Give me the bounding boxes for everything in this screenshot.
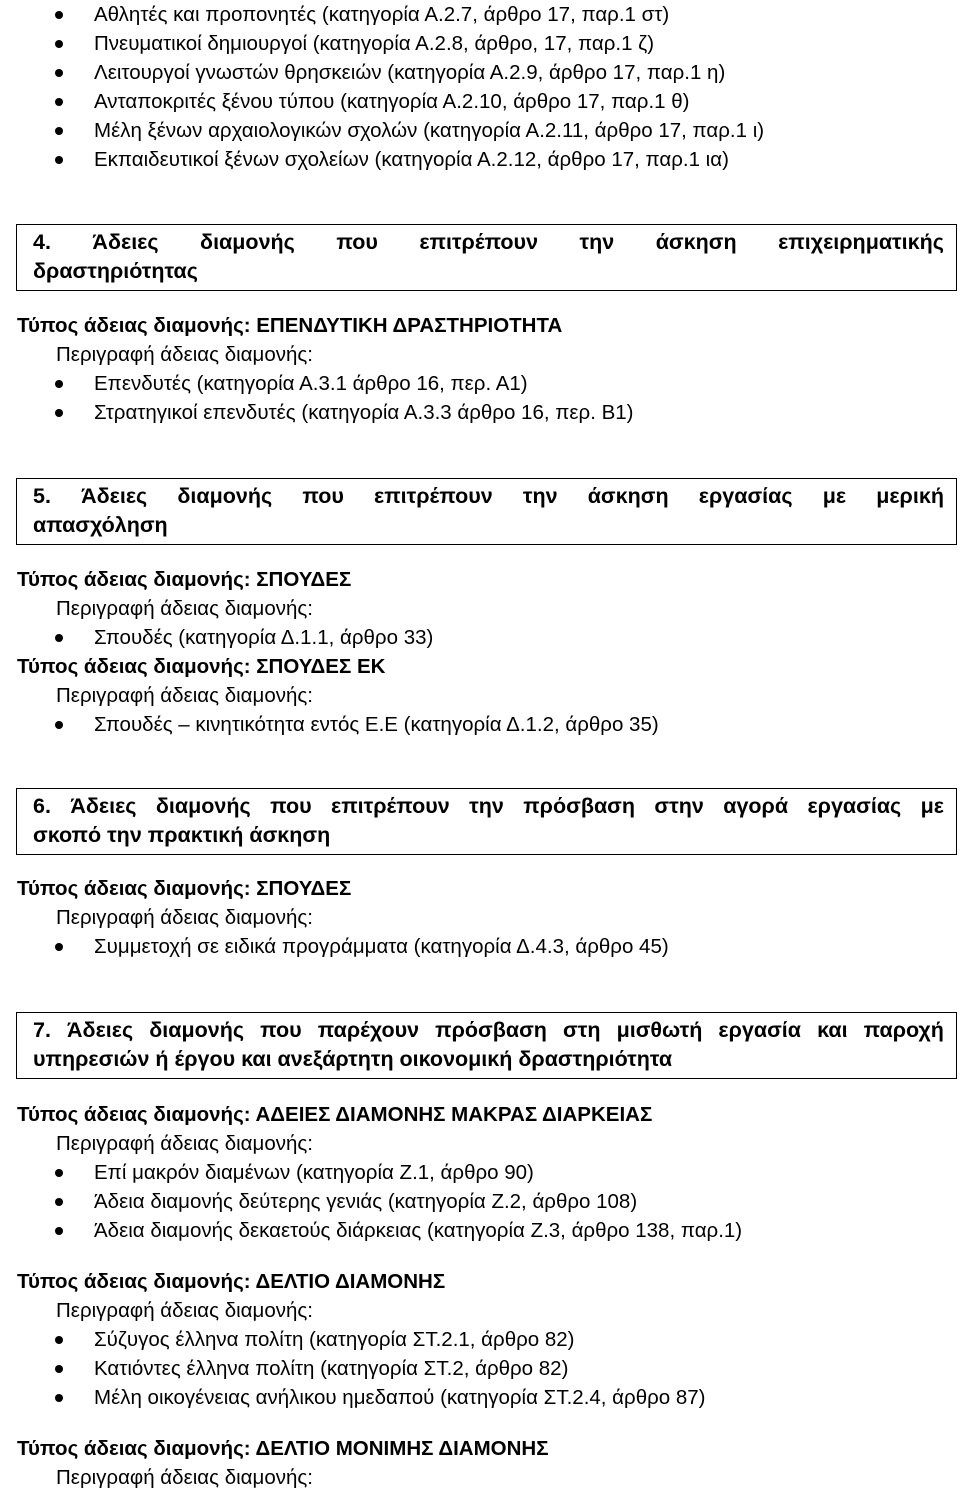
heading-word: 4. [33,230,51,254]
permit-type-title: Τύπος άδειας διαμονής: ΑΔΕΙΕΣ ΔΙΑΜΟΝΗΣ ΜΑΚΡΑΣ ΔΙΑΡΚΕΙΑΣ [17,1103,653,1126]
heading-word: στην [654,794,704,818]
list-item-text: Κατιόντες έλληνα πολίτη (κατηγορία ΣΤ.2, άρθρο 82) [94,1357,569,1380]
bullet-icon [55,721,63,729]
list-item-text: Ανταποκριτές ξένου τύπου (κατηγορία Α.2.10, άρθρο 17, παρ.1 θ) [94,90,690,113]
heading-word: πρόσβαση [523,794,636,818]
bullet-icon [55,409,63,417]
section-5-body [0,565,960,739]
heading-word: και [817,1018,848,1042]
bullet-icon [55,98,63,106]
list-item-text: Σπουδές (κατηγορία Δ.1.1, άρθρο 33) [94,626,434,649]
heading-line [33,482,944,511]
list-item [0,623,960,652]
bullet-icon [55,1169,63,1177]
bullet-icon [55,1365,63,1373]
heading-word: την [579,230,615,254]
list-item [0,1187,960,1216]
heading-word: επιτρέπουν [419,230,539,254]
heading-word: στη [563,1018,601,1042]
heading-word: εργασίας [807,794,902,818]
heading-word: Άδειες [67,1018,134,1042]
list-item [0,1383,960,1412]
heading-word: την [469,794,504,818]
heading-word: που [336,230,378,254]
list-item [0,369,960,398]
permit-list [0,932,960,961]
permit-type-title: Τύπος άδειας διαμονής: ΕΠΕΝΔΥΤΙΚΗ ΔΡΑΣΤΗΡΙΟΤΗΤΑ [17,314,563,337]
bullet-icon [55,1394,63,1402]
bullet-icon [55,380,63,388]
heading-word: επιτρέπουν [374,484,493,508]
heading-word: παροχή [863,1018,944,1042]
bullet-icon [55,943,63,951]
list-item [0,710,960,739]
list-item [0,932,960,961]
heading-word: με [920,794,944,818]
list-item [0,1354,960,1383]
heading-word: μισθωτή [616,1018,703,1042]
list-item-text: Αθλητές και προπονητές (κατηγορία Α.2.7, άρθρο 17, παρ.1 στ) [94,3,670,26]
heading-word: άσκηση [587,484,669,508]
list-item-text: Μέλη ξένων αρχαιολογικών σχολών (κατηγορία Α.2.11, άρθρο 17, παρ.1 ι) [94,119,765,142]
permit-type-title: Τύπος άδειας διαμονής: ΣΠΟΥΔΕΣ [17,568,352,591]
heading-word: παρέχουν [317,1018,420,1042]
permit-type-title: Τύπος άδειας διαμονής: ΔΕΛΤΙΟ ΔΙΑΜΟΝΗΣ [17,1270,446,1293]
heading-word: επιχειρηματικής [778,230,944,254]
permit-description-label: Περιγραφή άδειας διαμονής: [56,597,313,620]
list-item-text: Λειτουργοί γνωστών θρησκειών (κατηγορία Α.2.9, άρθρο 17, παρ.1 η) [94,61,726,84]
bullet-icon [55,1227,63,1235]
heading-word: Άδειες [70,794,137,818]
heading-word: την [522,484,558,508]
heading-word: διαμονής [177,484,273,508]
list-item [0,58,960,87]
heading-word: εργασίας [698,484,793,508]
list-item [0,145,960,174]
heading-word: 6. [33,794,51,818]
heading-word: Άδειες [92,230,159,254]
heading-word: 5. [33,484,51,508]
list-item-text: Σύζυγος έλληνα πολίτη (κατηγορία ΣΤ.2.1, άρθρο 82) [94,1328,575,1351]
heading-line [33,792,944,821]
list-item [0,29,960,58]
bullet-icon [55,40,63,48]
bullet-icon [55,634,63,642]
bullet-icon [55,1336,63,1344]
bullet-icon [55,127,63,135]
heading-word: εργασία [718,1018,801,1042]
permit-type-title: Τύπος άδειας διαμονής: ΔΕΛΤΙΟ ΜΟΝΙΜΗΣ ΔΙΑΜΟΝΗΣ [17,1437,549,1460]
permit-description-label: Περιγραφή άδειας διαμονής: [56,684,313,707]
list-item-text: Στρατηγικοί επενδυτές (κατηγορία Α.3.3 άρθρο 16, περ. Β1) [94,401,634,424]
list-item-text: Εκπαιδευτικοί ξένων σχολείων (κατηγορία Α.2.12, άρθρο 17, παρ.1 ια) [94,148,729,171]
permit-description-label: Περιγραφή άδειας διαμονής: [56,343,313,366]
heading-word: διαμονής [149,1018,245,1042]
permit-list [0,369,960,427]
permit-list [0,1158,960,1245]
spacer [0,1245,960,1267]
list-item-text: Άδεια διαμονής δεκαετούς διάρκειας (κατηγορία Ζ.3, άρθρο 138, παρ.1) [94,1219,743,1242]
heading-line-2: σκοπό την πρακτική άσκηση [33,823,331,847]
heading-word: αγορά [723,794,789,818]
heading-line-2: απασχόληση [33,513,168,537]
list-item [0,1325,960,1354]
permit-description-label: Περιγραφή άδειας διαμονής: [56,1466,313,1489]
heading-word: διαμονής [200,230,295,254]
heading-line [33,1016,944,1045]
list-item [0,398,960,427]
heading-word: μερική [876,484,944,508]
list-item [0,116,960,145]
list-item-text: Πνευματικοί δημιουργοί (κατηγορία Α.2.8, άρθρο, 17, παρ.1 ζ) [94,32,655,55]
list-item [0,87,960,116]
heading-word: που [270,794,312,818]
list-item-text: Σπουδές – κινητικότητα εντός Ε.Ε (κατηγορία Δ.1.2, άρθρο 35) [94,713,659,736]
section-heading-4 [16,224,957,291]
permit-description-label: Περιγραφή άδειας διαμονής: [56,1299,313,1322]
spacer [0,1412,960,1434]
permit-description-label: Περιγραφή άδειας διαμονής: [56,1132,313,1155]
permit-list [0,710,960,739]
permit-list [0,1325,960,1412]
heading-word: που [302,484,344,508]
bullet-icon [55,69,63,77]
heading-word: με [822,484,847,508]
heading-line-2: δραστηριότητας [33,259,198,283]
section-heading-7 [16,1012,957,1079]
list-item [0,0,960,29]
bullet-icon [55,156,63,164]
heading-word: 7. [33,1018,51,1042]
list-item-text: Άδεια διαμονής δεύτερης γενιάς (κατηγορία Ζ.2, άρθρο 108) [94,1190,638,1213]
bullet-icon [55,1198,63,1206]
list-item-text: Επί μακρόν διαμένων (κατηγορία Ζ.1, άρθρο 90) [94,1161,534,1184]
section-heading-6 [16,788,957,855]
section-6-body [0,874,960,961]
heading-word: πρόσβαση [435,1018,547,1042]
heading-word: άσκηση [655,230,737,254]
permit-list [0,623,960,652]
list-item-text: Συμμετοχή σε ειδικά προγράμματα (κατηγορία Δ.4.3, άρθρο 45) [94,935,669,958]
permit-type-title: Τύπος άδειας διαμονής: ΣΠΟΥΔΕΣ [17,877,352,900]
heading-word: που [260,1018,302,1042]
list-item-text: Επενδυτές (κατηγορία Α.3.1 άρθρο 16, περ. Α1) [94,372,528,395]
permit-type-title: Τύπος άδειας διαμονής: ΣΠΟΥΔΕΣ ΕΚ [17,655,386,678]
list-item [0,1158,960,1187]
section-4-body [0,311,960,427]
heading-line-2: υπηρεσιών ή έργου και ανεξάρτητη οικονομική δραστηριότητα [33,1047,673,1071]
list-item [0,1216,960,1245]
top-bullet-list [0,0,960,174]
section-7-body [0,1100,960,1492]
list-item-text: Μέλη οικογένειας ανήλικου ημεδαπού (κατηγορία ΣΤ.2.4, άρθρο 87) [94,1386,706,1409]
permit-description-label: Περιγραφή άδειας διαμονής: [56,906,313,929]
heading-word: διαμονής [155,794,251,818]
heading-line [33,228,944,257]
section-heading-5 [16,478,957,545]
heading-word: επιτρέπουν [331,794,450,818]
heading-word: Άδειες [81,484,148,508]
bullet-icon [55,11,63,19]
